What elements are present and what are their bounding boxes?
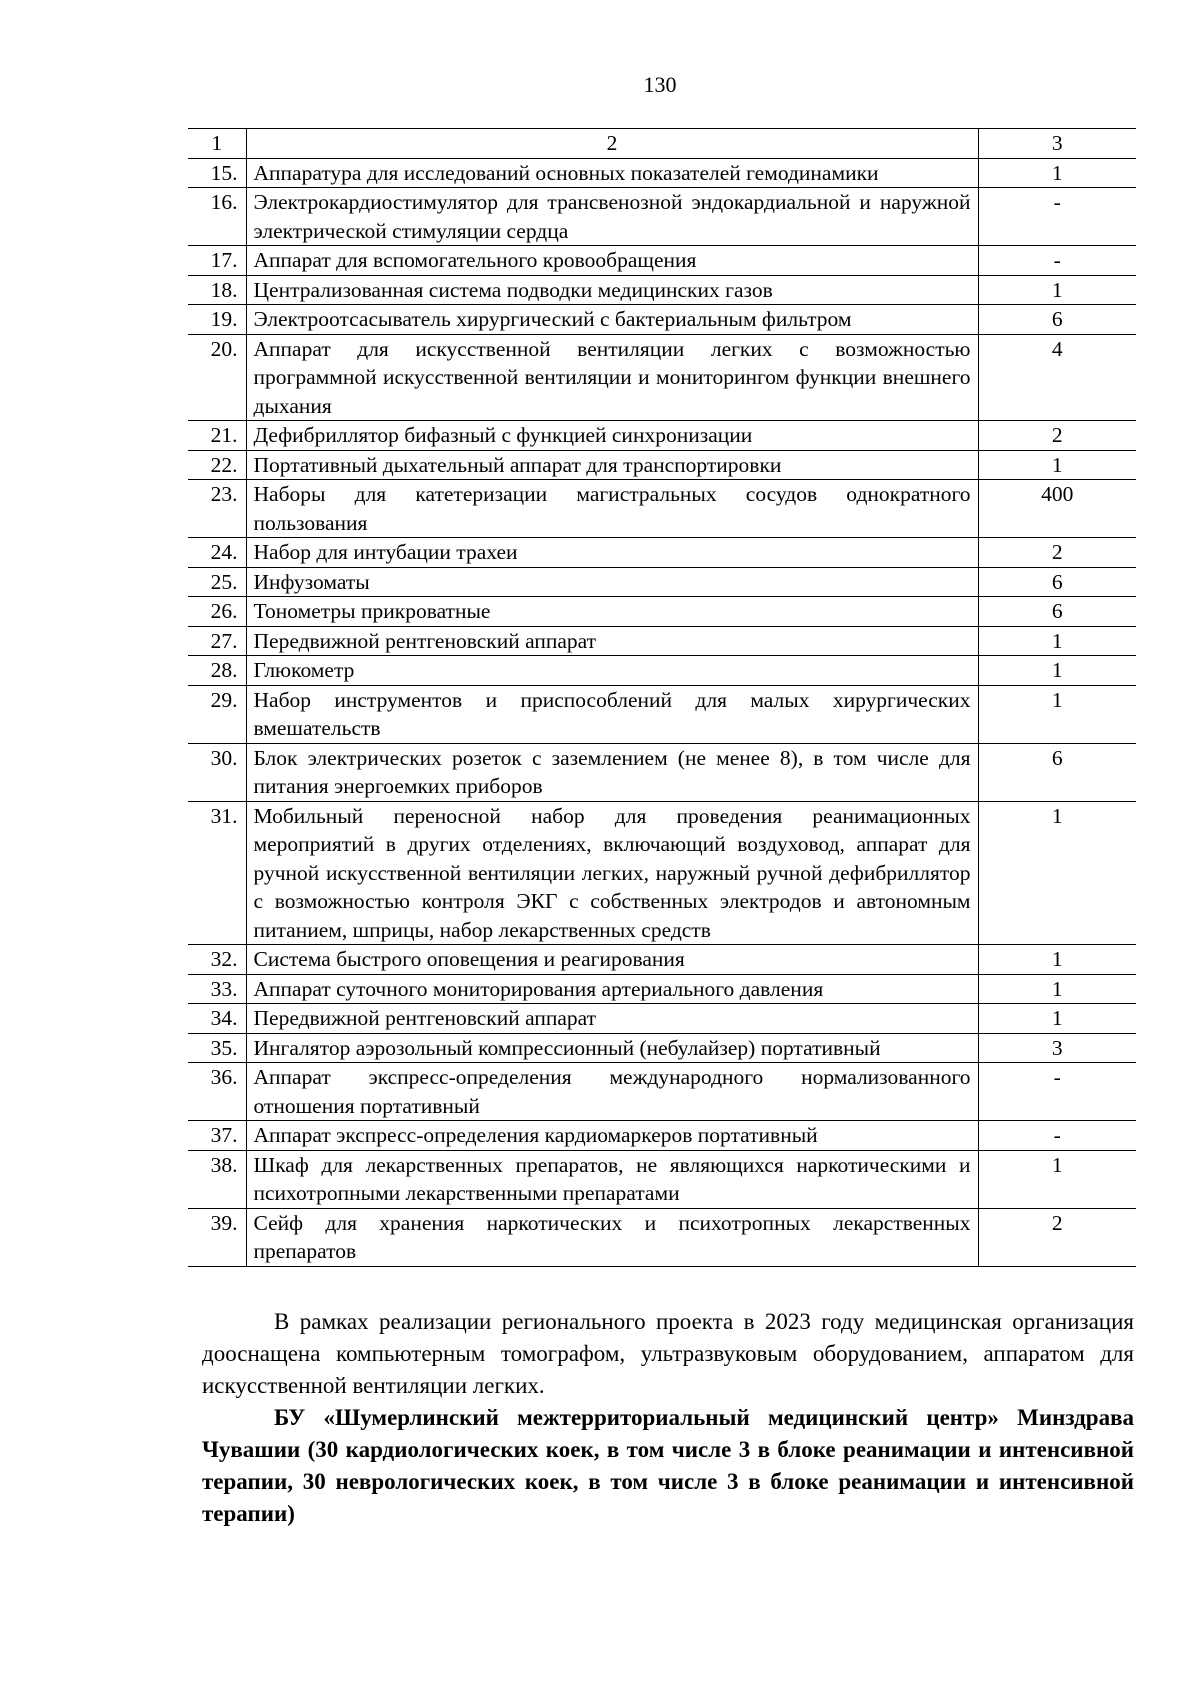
- section-heading: БУ «Шумерлинский межтерриториальный медицинский центр» Минздрава Чувашии (30 кардиологических коек, в том числе 3 в блоке реанимации и интенсивной терапии, 30 неврологических коек, в том числе 3 в блоке реанимации и интенсивной терапии): [202, 1405, 1134, 1526]
- row-item-name: Аппарат для вспомогательного кровообращения: [246, 246, 978, 276]
- row-quantity: 1: [978, 685, 1136, 743]
- table-row: [188, 1033, 1136, 1063]
- table-row: [188, 626, 1136, 656]
- table-row: [188, 305, 1136, 335]
- table-row: [188, 158, 1136, 188]
- row-item-name: Централизованная система подводки медицинских газов: [246, 275, 978, 305]
- row-number: 28.: [188, 656, 246, 686]
- row-number: 39.: [188, 1208, 246, 1266]
- row-item-name: Тонометры прикроватные: [246, 597, 978, 627]
- table-row: [188, 974, 1136, 1004]
- row-quantity: 1: [978, 450, 1136, 480]
- row-item-name: Электрокардиостимулятор для трансвенозной эндокардиальной и наружной электрической стимуляции сердца: [246, 188, 978, 246]
- row-number: 18.: [188, 275, 246, 305]
- table-row: [188, 567, 1136, 597]
- row-number: 29.: [188, 685, 246, 743]
- table-row: [188, 538, 1136, 568]
- row-item-name: Передвижной рентгеновский аппарат: [246, 1004, 978, 1034]
- table-row: [188, 334, 1136, 421]
- header-col-1: 1: [188, 129, 246, 159]
- row-number: 24.: [188, 538, 246, 568]
- table-row: [188, 945, 1136, 975]
- row-item-name: Шкаф для лекарственных препаратов, не являющихся наркотическими и психотропными лекарственными препаратами: [246, 1150, 978, 1208]
- page-number: 130: [643, 72, 677, 97]
- row-item-name: Мобильный переносной набор для проведения реанимационных мероприятий в других отделениях, включающий воздуховод, аппарат для ручной искусственной вентиляции легких, наружный ручной дефибриллятор с возможностью контроля ЭКГ с собственных электродов и автономным питанием, шприцы, набор лекарственных средств: [246, 801, 978, 945]
- row-item-name: Сейф для хранения наркотических и психотропных лекарственных препаратов: [246, 1208, 978, 1266]
- row-quantity: 4: [978, 334, 1136, 421]
- row-quantity: 1: [978, 974, 1136, 1004]
- row-item-name: Аппаратура для исследований основных показателей гемодинамики: [246, 158, 978, 188]
- row-number: 36.: [188, 1063, 246, 1121]
- row-item-name: Портативный дыхательный аппарат для транспортировки: [246, 450, 978, 480]
- row-number: 32.: [188, 945, 246, 975]
- row-number: 16.: [188, 188, 246, 246]
- table-row: [188, 1063, 1136, 1121]
- table-row: [188, 1004, 1136, 1034]
- row-quantity: 1: [978, 801, 1136, 945]
- table-row: [188, 656, 1136, 686]
- table-row: [188, 1150, 1136, 1208]
- row-item-name: Аппарат экспресс-определения кардиомаркеров портативный: [246, 1121, 978, 1151]
- row-item-name: Инфузоматы: [246, 567, 978, 597]
- table-row: [188, 246, 1136, 276]
- table-row: [188, 597, 1136, 627]
- row-item-name: Передвижной рентгеновский аппарат: [246, 626, 978, 656]
- equipment-table: [188, 128, 1136, 1267]
- table-row: [188, 685, 1136, 743]
- row-quantity: 1: [978, 656, 1136, 686]
- table-row: [188, 188, 1136, 246]
- table-header-row: [188, 129, 1136, 159]
- row-item-name: Набор для интубации трахеи: [246, 538, 978, 568]
- row-quantity: -: [978, 1121, 1136, 1151]
- row-item-name: Аппарат для искусственной вентиляции легких с возможностью программной искусственной вентиляции и мониторингом функции внешнего дыхания: [246, 334, 978, 421]
- row-quantity: 1: [978, 275, 1136, 305]
- row-quantity: 2: [978, 421, 1136, 451]
- row-quantity: 1: [978, 158, 1136, 188]
- row-number: 38.: [188, 1150, 246, 1208]
- row-number: 15.: [188, 158, 246, 188]
- body-paragraph: В рамках реализации регионального проекта в 2023 году медицинская организация дооснащена компьютерным томографом, ультразвуковым оборудованием, аппаратом для искусственной вентиляции легких.: [202, 1309, 1134, 1398]
- row-quantity: 6: [978, 567, 1136, 597]
- row-number: 26.: [188, 597, 246, 627]
- table-row: [188, 1208, 1136, 1266]
- row-number: 19.: [188, 305, 246, 335]
- row-number: 30.: [188, 743, 246, 801]
- row-item-name: Набор инструментов и приспособлений для малых хирургических вмешательств: [246, 685, 978, 743]
- row-quantity: 6: [978, 305, 1136, 335]
- row-item-name: Аппарат экспресс-определения международного нормализованного отношения портативный: [246, 1063, 978, 1121]
- row-quantity: -: [978, 1063, 1136, 1121]
- row-number: 31.: [188, 801, 246, 945]
- row-quantity: 400: [978, 480, 1136, 538]
- row-item-name: Глюкометр: [246, 656, 978, 686]
- row-item-name: Дефибриллятор бифазный с функцией синхронизации: [246, 421, 978, 451]
- table-row: [188, 421, 1136, 451]
- row-quantity: 1: [978, 945, 1136, 975]
- row-number: 34.: [188, 1004, 246, 1034]
- row-quantity: -: [978, 246, 1136, 276]
- row-quantity: 2: [978, 1208, 1136, 1266]
- row-number: 21.: [188, 421, 246, 451]
- header-col-2: 2: [246, 129, 978, 159]
- row-item-name: Ингалятор аэрозольный компрессионный (небулайзер) портативный: [246, 1033, 978, 1063]
- row-quantity: 3: [978, 1033, 1136, 1063]
- row-quantity: 2: [978, 538, 1136, 568]
- row-item-name: Аппарат суточного мониторирования артериального давления: [246, 974, 978, 1004]
- row-item-name: Наборы для катетеризации магистральных сосудов однократного пользования: [246, 480, 978, 538]
- row-item-name: Система быстрого оповещения и реагирования: [246, 945, 978, 975]
- row-number: 25.: [188, 567, 246, 597]
- row-number: 17.: [188, 246, 246, 276]
- table-row: [188, 743, 1136, 801]
- table-row: [188, 1121, 1136, 1151]
- table-row: [188, 480, 1136, 538]
- table-row: [188, 275, 1136, 305]
- row-number: 37.: [188, 1121, 246, 1151]
- header-col-3: 3: [978, 129, 1136, 159]
- row-number: 35.: [188, 1033, 246, 1063]
- row-number: 27.: [188, 626, 246, 656]
- row-number: 22.: [188, 450, 246, 480]
- table-row: [188, 450, 1136, 480]
- row-quantity: -: [978, 188, 1136, 246]
- row-item-name: Блок электрических розеток с заземлением (не менее 8), в том числе для питания энергоемких приборов: [246, 743, 978, 801]
- row-quantity: 1: [978, 626, 1136, 656]
- row-number: 20.: [188, 334, 246, 421]
- row-quantity: 6: [978, 597, 1136, 627]
- row-number: 23.: [188, 480, 246, 538]
- row-item-name: Электроотсасыватель хирургический с бактериальным фильтром: [246, 305, 978, 335]
- row-quantity: 1: [978, 1150, 1136, 1208]
- row-number: 33.: [188, 974, 246, 1004]
- row-quantity: 1: [978, 1004, 1136, 1034]
- row-quantity: 6: [978, 743, 1136, 801]
- table-row: [188, 801, 1136, 945]
